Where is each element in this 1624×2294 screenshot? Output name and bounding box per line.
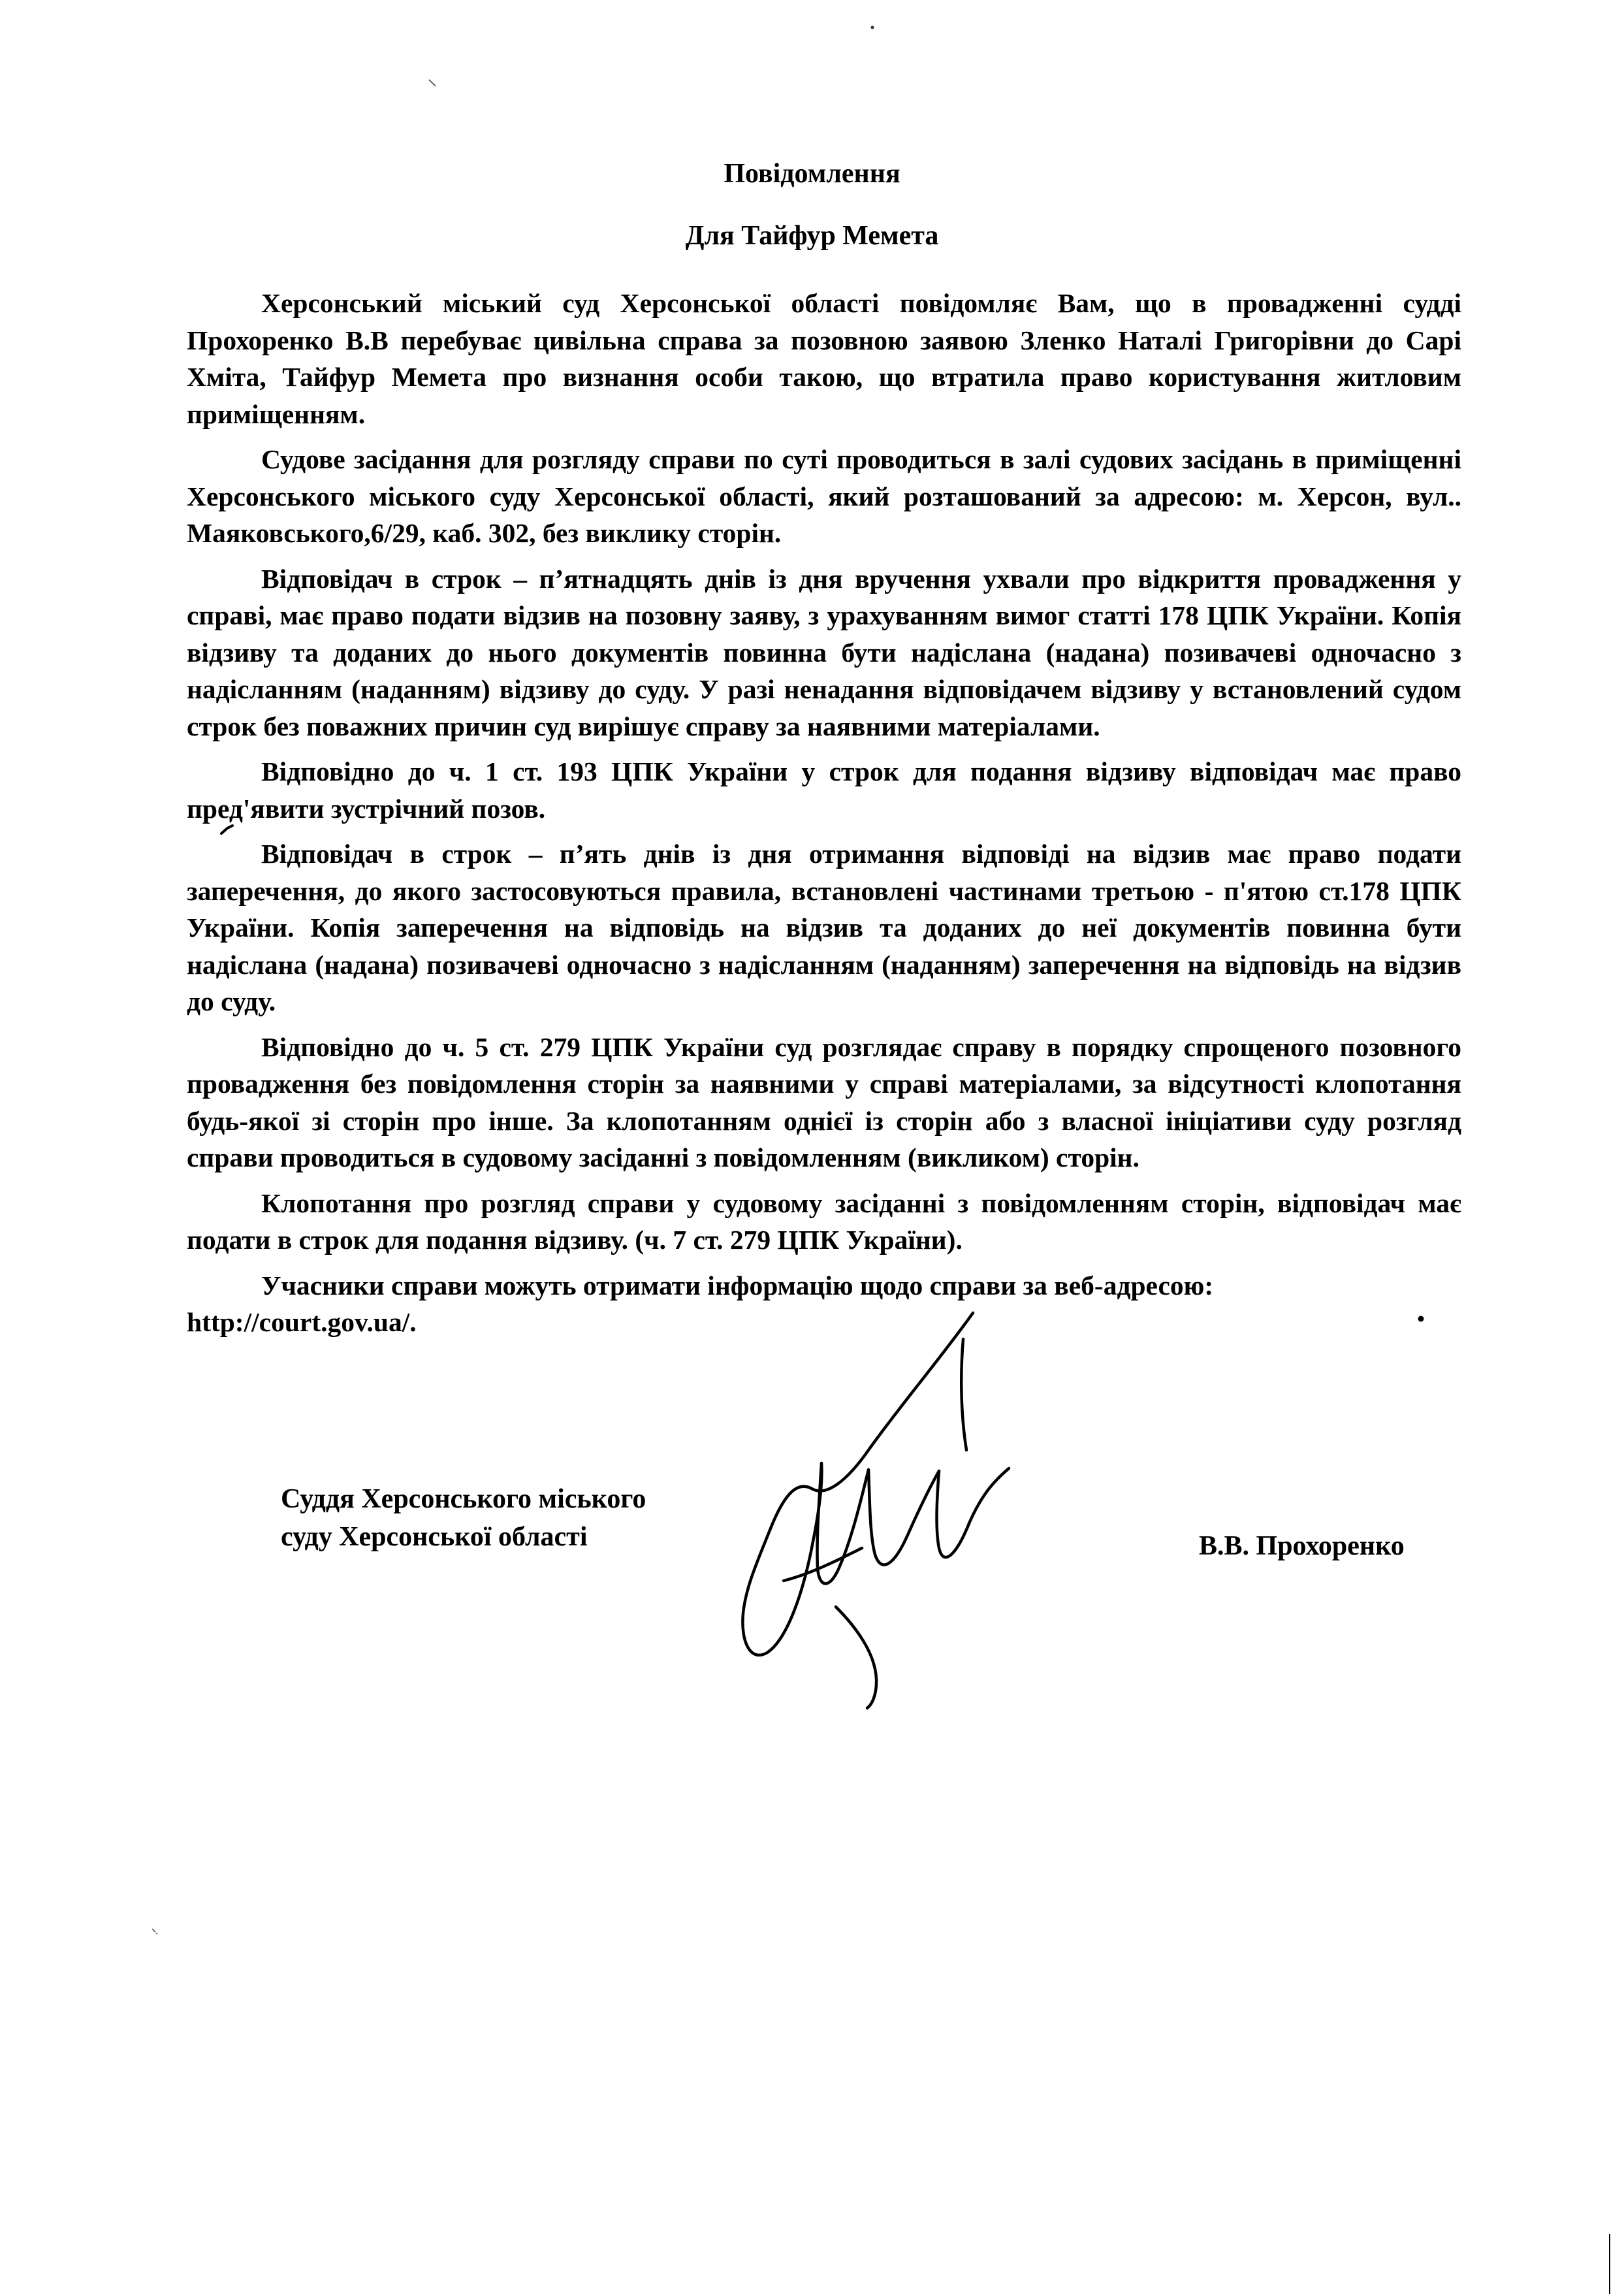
scan-speck (1416, 1314, 1425, 1323)
judge-position-line-1: Суддя Херсонського міського (281, 1484, 646, 1514)
scan-speck (428, 78, 437, 88)
paragraph-hearing-request: Клопотання про розгляд справи у судовому засіданні з повідомленням сторін, відповідач має подати в строк для подання відзиву. (ч. 7 ст. 279 ЦПК України). (187, 1187, 1461, 1255)
paragraph-counterclaim: Відповідно до ч. 1 ст. 193 ЦПК України у строк для подання відзиву відповідач має право пред'явити зустрічний позов. (187, 756, 1461, 824)
paragraph-objection: Відповідач в строк – п’ять днів із дня отримання відповіді на відзив має право подати заперечення, до якого застосовуються правила, встановлені частинами третьою - п'ятою ст.178 ЦПК України. Копія заперечення на відповідь на відзив та доданих до неї документів повинна бути надіслана (надана) позивачеві одночасно з надісланням (наданням) заперечення на відповідь на відзив до суду. (187, 839, 1461, 1016)
scan-edge-line (1608, 2234, 1612, 2294)
document-title: Повідомлення (724, 159, 900, 189)
paragraph-response-deadline: Відповідач в строк – п’ятнадцять днів із дня вручення ухвали про відкриття провадження у справі, має право подати відзив на позовну заяву, з урахуванням вимог статті 178 ЦПК України. Копія відзиву та доданих до нього документів повинна бути надіслана (надана) позивачеві одночасно з надісланням (наданням) відзиву до суду. У разі ненадання відповідачем відзиву у встановлений судом строк без поважних причин суд вирішує справу за наявними матеріалами. (187, 563, 1461, 741)
paragraph-hearing-location: Судове засідання для розгляду справи по суті проводиться в залі судових засідань в приміщенні Херсонського міського суду Херсонської області, який розташований за адресою: м. Херсон, вул.. Маяковського,6/29, каб. 302, без виклику сторін. (187, 444, 1461, 548)
judge-position (281, 1480, 646, 1556)
addressee-line: Для Тайфур Мемета (685, 221, 939, 251)
handwritten-signature (705, 1300, 1071, 1718)
judge-name: В.В. Прохоренко (1199, 1531, 1405, 1561)
court-url: http://court.gov.ua/. (187, 1307, 417, 1337)
document-body (187, 285, 1461, 1341)
participants-text: Учасники справи можуть отримати інформацію щодо справи за веб-адресою: (261, 1270, 1214, 1300)
paragraph-simplified-procedure: Відповідно до ч. 5 ст. 279 ЦПК України суд розглядає справу в порядку спрощеного позовного провадження без повідомлення сторін за наявними у справі матеріалами, за відсутності клопотання будь-якої зі сторін про інше. За клопотанням однієї із сторін або з власної ініціативи суду розгляд справи проводиться в судовому засіданні з повідомленням (викликом) сторін. (187, 1031, 1461, 1172)
paragraph-case-info: Херсонський міський суд Херсонської області повідомляє Вам, що в провадженні судді Прохоренко В.В перебуває цивільна справа за позовною заявою Зленко Наталі Григорівни до Сарі Хміта, Тайфур Мемета про визнання особи такою, що втратила право користування житловим приміщенням. (187, 288, 1461, 429)
scan-speck (150, 1927, 159, 1936)
scan-speck (870, 25, 875, 30)
judge-position-line-2: суду Херсонської області (281, 1522, 588, 1552)
scan-mark (219, 823, 235, 836)
